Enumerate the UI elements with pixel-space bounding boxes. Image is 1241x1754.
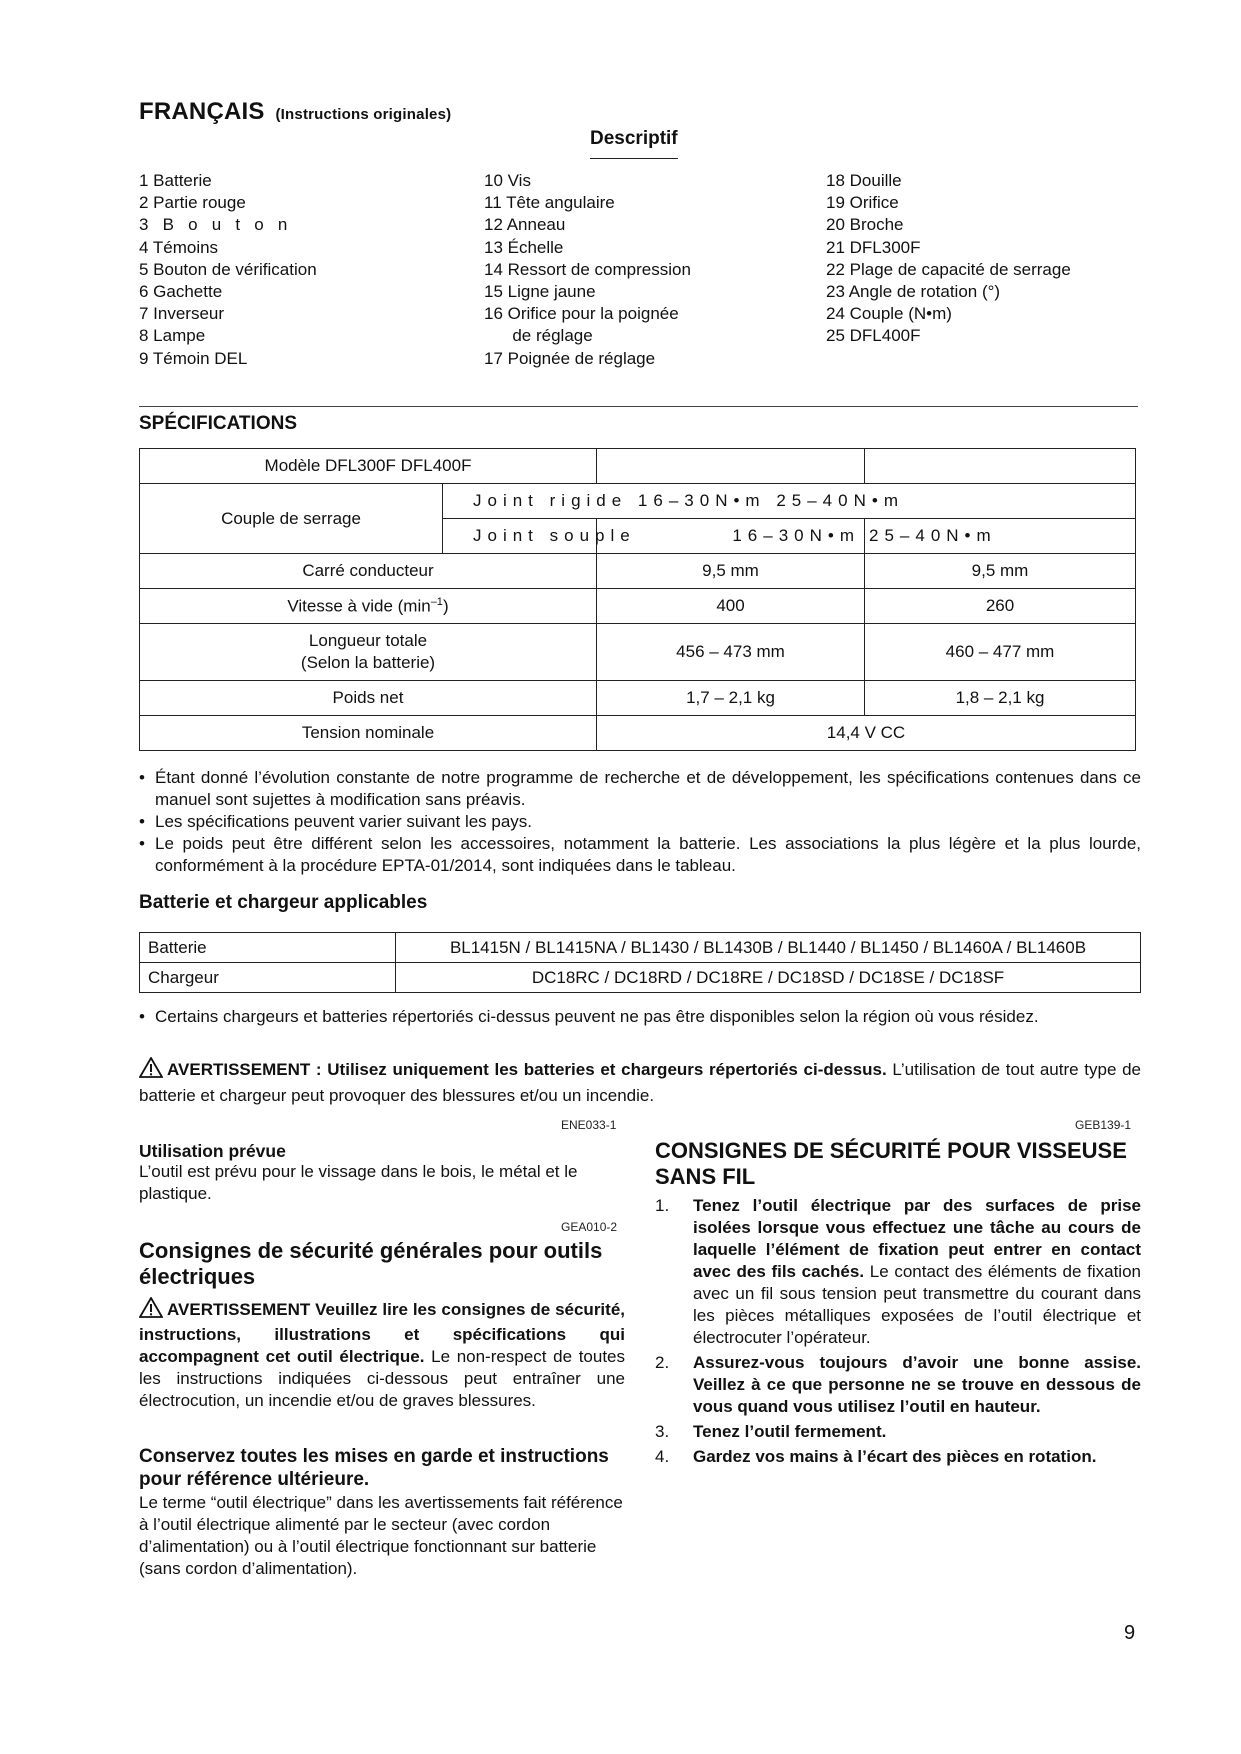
poids-value-1: 1,7 – 2,1 kg	[597, 681, 865, 716]
descriptif-item: 7 Inverseur	[139, 304, 225, 324]
descriptif-item: 21 DFL300F	[826, 237, 921, 257]
couple-label: Couple de serrage	[140, 484, 443, 554]
descriptif-column-3	[826, 170, 1071, 348]
chargeur-value: DC18RC / DC18RD / DC18RE / DC18SD / DC18SE / DC18SF	[396, 963, 1141, 993]
table-row	[140, 716, 1136, 751]
spec-note: • Le poids peut être différent selon les accessoires, notamment la batterie. Les associations la plus légère et la plus lourde, conformément à la procédure EPTA-01/2014, sont indiquées dans le tableau.	[139, 833, 1141, 877]
keep-instructions-text: Le terme “outil électrique” dans les avertissements fait référence à l’outil électrique alimenté par le secteur (avec cordon d’alimentation) ou à l’outil électrique fonctionnant sur batterie (sans cordon d’alimentation).	[139, 1493, 623, 1578]
battery-warning-text: L’utilisation de tout autre type de batterie et chargeur peut provoquer des blessures et/ou un incendie.	[139, 1060, 1141, 1105]
battery-warning	[139, 1057, 1141, 1107]
batterie-value: BL1415N / BL1415NA / BL1430 / BL1430B / BL1440 / BL1450 / BL1460A / BL1460B	[396, 933, 1141, 963]
descriptif-item: 8 Lampe	[139, 326, 206, 346]
general-warning-text: Le non-respect de toutes les instructions indiquées ci-dessous peut entraîner une électrocution, un incendie et/ou de graves blessures.	[139, 1347, 626, 1410]
table-cell	[597, 449, 865, 484]
descriptif-item: 18 Douille	[826, 171, 902, 190]
joint-rigide-cell: Joint rigide 16–30N•m 25–40N•m	[443, 484, 1136, 519]
carre-label: Carré conducteur	[140, 554, 597, 589]
joint-souple-label: Joint souple	[443, 519, 597, 554]
longueur-value-2: 460 – 477 mm	[865, 624, 1136, 681]
reference-code: GEA010-2	[561, 1220, 618, 1234]
spec-notes	[139, 767, 1141, 877]
longueur-value-1: 456 – 473 mm	[597, 624, 865, 681]
table-cell	[865, 449, 1136, 484]
descriptif-title: Descriptif	[590, 128, 678, 159]
descriptif-item: 5 Bouton de vérification	[139, 259, 317, 279]
language-title: FRANÇAIS	[139, 98, 265, 125]
battery-table	[139, 932, 1141, 993]
descriptif-item: 15 Ligne jaune	[484, 282, 596, 302]
descriptif-item: 13 Échelle	[484, 237, 564, 257]
descriptif-item: 3 B o u t o n	[139, 215, 288, 235]
table-row	[140, 624, 1136, 681]
descriptif-item: 1 Batterie	[139, 171, 212, 190]
descriptif-item: de réglage	[484, 326, 593, 346]
table-row	[140, 589, 1136, 624]
carre-value-2: 9,5 mm	[865, 554, 1136, 589]
vitesse-label: Vitesse à vide $(\min^{-1})$	[140, 589, 597, 624]
joint-souple-value-1: 16–30N•m	[597, 519, 865, 554]
battery-note-text: • Certains chargeurs et batteries répertoriés ci-dessus peuvent ne pas être disponibles selon la région où vous résidez.	[139, 1006, 1141, 1028]
warning-triangle-icon	[139, 1297, 163, 1324]
carre-value-1: 9,5 mm	[597, 554, 865, 589]
descriptif-item: 22 Plage de capacité de serrage	[826, 259, 1071, 279]
cordless-safety-title: CONSIGNES DE SÉCURITÉ POUR VISSEUSE SANS FIL	[655, 1138, 1127, 1189]
list-item: 3. Tenez l’outil fermement.	[655, 1422, 887, 1441]
battery-warning-bold: AVERTISSEMENT : Utilisez uniquement les batteries et chargeurs répertoriés ci-dessus.	[167, 1060, 887, 1079]
list-item: 1. Tenez l’outil électrique par des surfaces de prise isolées lorsque vous effectuez une tâche au cours de laquelle l’élément de fixation peut entrer en contact avec des fils cachés. Le contact des éléments de fixation avec un fil sous tension peut transmettre du courant dans les pièces métalliques exposées de l’outil électrique et électrocuter l’opérateur.	[655, 1196, 1141, 1347]
descriptif-item: 23 Angle de rotation (°)	[826, 282, 1001, 302]
longueur-label: Longueur totale (Selon la batterie)	[140, 624, 597, 681]
poids-label: Poids net	[140, 681, 597, 716]
descriptif-item: 24 Couple (N•m)	[826, 304, 952, 324]
specifications-table	[139, 448, 1136, 751]
list-item: 4. Gardez vos mains à l’écart des pièces en rotation.	[655, 1447, 1097, 1466]
reference-code: ENE033-1	[561, 1118, 617, 1132]
tension-value: 14,4 V CC	[597, 716, 1136, 751]
chargeur-label: Chargeur	[140, 963, 396, 993]
descriptif-item: 19 Orifice	[826, 193, 899, 213]
descriptif-item: 11 Tête angulaire	[484, 193, 615, 213]
table-row	[140, 933, 1141, 963]
table-row	[140, 484, 1136, 519]
battery-note	[139, 1006, 1141, 1028]
keep-instructions-title: Conservez toutes les mises en garde et instructions pour référence ultérieure.	[139, 1446, 609, 1490]
descriptif-item: 17 Poignée de réglage	[484, 348, 656, 368]
use-title: Utilisation prévue	[139, 1141, 286, 1161]
section-divider	[139, 406, 1138, 407]
descriptif-item: 9 Témoin DEL	[139, 348, 248, 368]
joint-souple-value-2: 25–40N•m	[865, 519, 1136, 554]
spec-note: • Étant donné l’évolution constante de notre programme de recherche et de développement, les spécifications contenues dans ce manuel sont sujettes à modification sans préavis.	[139, 767, 1141, 811]
descriptif-item: 20 Broche	[826, 215, 904, 235]
model-cell: Modèle DFL300F DFL400F	[140, 449, 597, 484]
use-text: L’outil est prévu pour le vissage dans le bois, le métal et le plastique.	[139, 1162, 578, 1203]
warning-triangle-icon	[139, 1057, 163, 1084]
battery-title: Batterie et chargeur applicables	[139, 892, 428, 913]
poids-value-2: 1,8 – 2,1 kg	[865, 681, 1136, 716]
descriptif-item: 25 DFL400F	[826, 326, 921, 346]
descriptif-column-2	[484, 170, 691, 370]
language-subtitle: (Instructions originales)	[275, 106, 452, 123]
table-row	[140, 554, 1136, 589]
descriptif-item: 6 Gachette	[139, 282, 223, 302]
specifications-title: SPÉCIFICATIONS	[139, 413, 297, 434]
list-item: 2. Assurez-vous toujours d’avoir une bonne assise. Veillez à ce que personne ne se trouve en dessous de vous quand vous utilisez l’outil en hauteur.	[655, 1353, 1141, 1416]
table-row	[140, 681, 1136, 716]
general-safety-title: Consignes de sécurité générales pour outils électriques	[139, 1238, 603, 1289]
table-row	[140, 963, 1141, 993]
vitesse-value-2: 260	[865, 589, 1136, 624]
vitesse-value-1: 400	[597, 589, 865, 624]
descriptif-item: 4 Témoins	[139, 237, 219, 257]
language-heading	[139, 98, 451, 126]
page-number: 9	[1124, 1622, 1136, 1644]
general-warning	[139, 1297, 625, 1412]
descriptif-column-1	[139, 170, 317, 370]
spec-note: • Les spécifications peuvent varier suivant les pays.	[139, 811, 1141, 833]
descriptif-item: 10 Vis	[484, 171, 531, 190]
reference-code: GEB139-1	[1075, 1118, 1132, 1132]
descriptif-item: 12 Anneau	[484, 215, 566, 235]
descriptif-item: 16 Orifice pour la poignée	[484, 304, 679, 324]
batterie-label: Batterie	[140, 933, 396, 963]
table-row	[140, 449, 1136, 484]
tension-label: Tension nominale	[140, 716, 597, 751]
cordless-safety-list	[655, 1195, 1141, 1471]
general-warning-bold: AVERTISSEMENT Veuillez lire les consignes de sécurité, instructions, illustrations et spécifications qui accompagnent cet outil électrique.	[139, 1300, 625, 1366]
descriptif-item: 2 Partie rouge	[139, 193, 246, 213]
descriptif-item: 14 Ressort de compression	[484, 259, 691, 279]
